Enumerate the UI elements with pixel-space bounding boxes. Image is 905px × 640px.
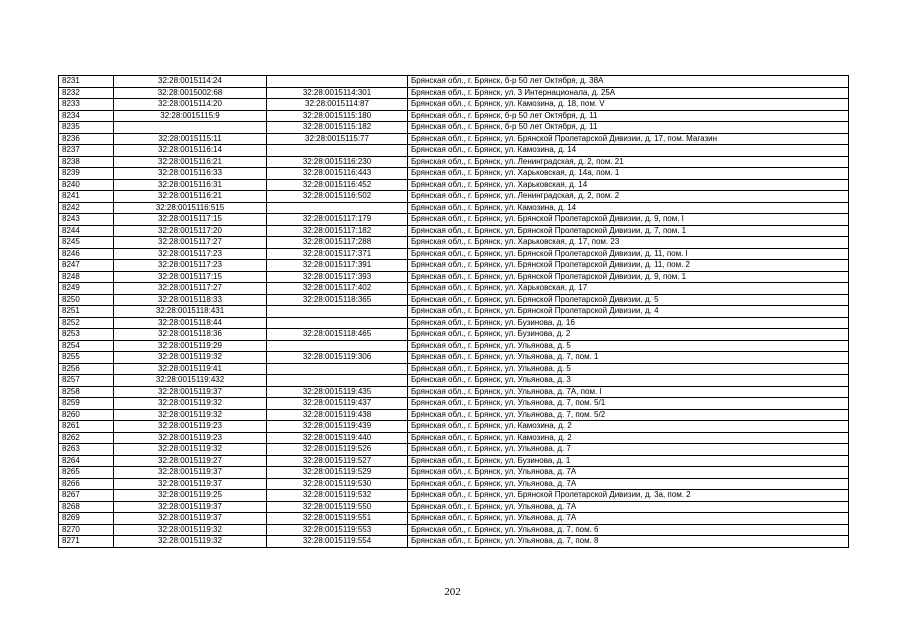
object-number-cell [267, 363, 408, 375]
table-row [59, 191, 849, 203]
table-row [59, 202, 849, 214]
row-number-cell: 8231 [59, 76, 114, 88]
address-cell: Брянская обл., г. Брянск, ул. Ульянова, д. 5 [408, 363, 849, 375]
land-parcel-number-cell: 32:28:0015119:37 [114, 386, 267, 398]
object-number-cell: 32:28:0015118:365 [267, 294, 408, 306]
land-parcel-number-cell: 32:28:0015119:41 [114, 363, 267, 375]
land-parcel-number-cell: 32:28:0015114:24 [114, 76, 267, 88]
address-cell: Брянская обл., г. Брянск, б-р 50 лет Октября, д. 11 [408, 122, 849, 134]
land-parcel-number-cell: 32:28:0015119:432 [114, 375, 267, 387]
table-row [59, 99, 849, 111]
land-parcel-number-cell: 32:28:0015118:431 [114, 306, 267, 318]
table-row [59, 478, 849, 490]
land-parcel-number-cell: 32:28:0015118:33 [114, 294, 267, 306]
row-number-cell: 8246 [59, 248, 114, 260]
table-row [59, 536, 849, 548]
address-cell: Брянская обл., г. Брянск, ул. Камозина, д. 14 [408, 145, 849, 157]
object-number-cell [267, 375, 408, 387]
land-parcel-number-cell: 32:28:0015119:29 [114, 340, 267, 352]
land-parcel-number-cell: 32:28:0015116:515 [114, 202, 267, 214]
land-parcel-number-cell: 32:28:0015114:20 [114, 99, 267, 111]
object-number-cell: 32:28:0015119:439 [267, 421, 408, 433]
row-number-cell: 8249 [59, 283, 114, 295]
address-cell: Брянская обл., г. Брянск, ул. Ленинградская, д. 2, пом. 2 [408, 191, 849, 203]
row-number-cell: 8243 [59, 214, 114, 226]
table-row [59, 317, 849, 329]
object-number-cell: 32:28:0015119:530 [267, 478, 408, 490]
address-cell: Брянская обл., г. Брянск, ул. Брянской Пролетарской Дивизии, д. 11, пом. 2 [408, 260, 849, 272]
address-cell: Брянская обл., г. Брянск, ул. Брянской Пролетарской Дивизии, д. 7, пом. 1 [408, 225, 849, 237]
cadastral-register-table [58, 75, 849, 548]
address-cell: Брянская обл., г. Брянск, ул. Ульянова, д. 7А [408, 478, 849, 490]
land-parcel-number-cell: 32:28:0015115:9 [114, 110, 267, 122]
table-row [59, 122, 849, 134]
land-parcel-number-cell: 32:28:0015117:15 [114, 271, 267, 283]
row-number-cell: 8255 [59, 352, 114, 364]
address-cell: Брянская обл., г. Брянск, ул. Ульянова, д. 7, пом. 6 [408, 524, 849, 536]
row-number-cell: 8245 [59, 237, 114, 249]
row-number-cell: 8233 [59, 99, 114, 111]
land-parcel-number-cell: 32:28:0015116:33 [114, 168, 267, 180]
register-table-body [59, 76, 849, 548]
table-row [59, 306, 849, 318]
table-row [59, 409, 849, 421]
address-cell: Брянская обл., г. Брянск, б-р 50 лет Октября, д. 38А [408, 76, 849, 88]
row-number-cell: 8238 [59, 156, 114, 168]
land-parcel-number-cell: 32:28:0015119:23 [114, 432, 267, 444]
address-cell: Брянская обл., г. Брянск, ул. Бузинова, д. 16 [408, 317, 849, 329]
table-row [59, 248, 849, 260]
land-parcel-number-cell: 32:28:0015118:44 [114, 317, 267, 329]
row-number-cell: 8234 [59, 110, 114, 122]
table-row [59, 501, 849, 513]
row-number-cell: 8252 [59, 317, 114, 329]
object-number-cell: 32:28:0015119:553 [267, 524, 408, 536]
row-number-cell: 8267 [59, 490, 114, 502]
table-row [59, 271, 849, 283]
table-row [59, 363, 849, 375]
object-number-cell: 32:28:0015117:179 [267, 214, 408, 226]
table-row [59, 398, 849, 410]
address-cell: Брянская обл., г. Брянск, ул. Брянской Пролетарской Дивизии, д. 9, пом. 1 [408, 271, 849, 283]
object-number-cell [267, 306, 408, 318]
address-cell: Брянская обл., г. Брянск, ул. Ульянова, д. 7А, пом. I [408, 386, 849, 398]
address-cell: Брянская обл., г. Брянск, ул. Бузинова, д. 2 [408, 329, 849, 341]
table-row [59, 467, 849, 479]
address-cell: Брянская обл., г. Брянск, ул. Брянской Пролетарской Дивизии, д. 4 [408, 306, 849, 318]
table-row [59, 386, 849, 398]
address-cell: Брянская обл., г. Брянск, ул. Харьковская, д. 14а, пом. 1 [408, 168, 849, 180]
row-number-cell: 8250 [59, 294, 114, 306]
address-cell: Брянская обл., г. Брянск, ул. Ульянова, д. 7А [408, 501, 849, 513]
land-parcel-number-cell: 32:28:0015117:27 [114, 283, 267, 295]
address-cell: Брянская обл., г. Брянск, ул. Харьковская, д. 14 [408, 179, 849, 191]
land-parcel-number-cell: 32:28:0015119:32 [114, 536, 267, 548]
row-number-cell: 8253 [59, 329, 114, 341]
object-number-cell [267, 76, 408, 88]
row-number-cell: 8258 [59, 386, 114, 398]
address-cell: Брянская обл., г. Брянск, ул. Бузинова, д. 1 [408, 455, 849, 467]
row-number-cell: 8242 [59, 202, 114, 214]
table-row [59, 352, 849, 364]
table-row [59, 490, 849, 502]
row-number-cell: 8244 [59, 225, 114, 237]
table-row [59, 340, 849, 352]
object-number-cell [267, 145, 408, 157]
object-number-cell: 32:28:0015116:230 [267, 156, 408, 168]
object-number-cell: 32:28:0015119:306 [267, 352, 408, 364]
address-cell: Брянская обл., г. Брянск, ул. Ульянова, д. 3 [408, 375, 849, 387]
address-cell: Брянская обл., г. Брянск, ул. Ульянова, д. 7 [408, 444, 849, 456]
object-number-cell: 32:28:0015115:180 [267, 110, 408, 122]
address-cell: Брянская обл., г. Брянск, ул. Ульянова, д. 7, пом. 1 [408, 352, 849, 364]
address-cell: Брянская обл., г. Брянск, ул. Брянской Пролетарской Дивизии, д. 17, пом. Магазин [408, 133, 849, 145]
address-cell: Брянская обл., г. Брянск, ул. Камозина, д. 2 [408, 432, 849, 444]
object-number-cell: 32:28:0015117:402 [267, 283, 408, 295]
row-number-cell: 8241 [59, 191, 114, 203]
land-parcel-number-cell: 32:28:0015119:32 [114, 524, 267, 536]
land-parcel-number-cell: 32:28:0015119:23 [114, 421, 267, 433]
row-number-cell: 8263 [59, 444, 114, 456]
row-number-cell: 8268 [59, 501, 114, 513]
address-cell: Брянская обл., г. Брянск, ул. Ульянова, д. 7, пом. 8 [408, 536, 849, 548]
object-number-cell: 32:28:0015119:532 [267, 490, 408, 502]
address-cell: Брянская обл., г. Брянск, ул. Ленинградская, д. 2, пом. 21 [408, 156, 849, 168]
table-row [59, 87, 849, 99]
land-parcel-number-cell: 32:28:0015119:27 [114, 455, 267, 467]
object-number-cell: 32:28:0015114:301 [267, 87, 408, 99]
table-row [59, 76, 849, 88]
object-number-cell: 32:28:0015117:393 [267, 271, 408, 283]
land-parcel-number-cell: 32:28:0015119:32 [114, 398, 267, 410]
land-parcel-number-cell: 32:28:0015118:36 [114, 329, 267, 341]
object-number-cell: 32:28:0015116:443 [267, 168, 408, 180]
land-parcel-number-cell: 32:28:0015119:32 [114, 352, 267, 364]
object-number-cell: 32:28:0015117:371 [267, 248, 408, 260]
row-number-cell: 8235 [59, 122, 114, 134]
object-number-cell: 32:28:0015119:550 [267, 501, 408, 513]
page-number: 202 [444, 586, 461, 598]
row-number-cell: 8236 [59, 133, 114, 145]
table-row [59, 444, 849, 456]
table-row [59, 294, 849, 306]
land-parcel-number-cell: 32:28:0015119:32 [114, 444, 267, 456]
object-number-cell [267, 317, 408, 329]
address-cell: Брянская обл., г. Брянск, ул. Камозина, д. 18, пом. V [408, 99, 849, 111]
table-row [59, 225, 849, 237]
table-row [59, 214, 849, 226]
land-parcel-number-cell: 32:28:0015119:37 [114, 467, 267, 479]
table-row [59, 156, 849, 168]
object-number-cell [267, 340, 408, 352]
land-parcel-number-cell: 32:28:0015117:15 [114, 214, 267, 226]
table-row [59, 455, 849, 467]
address-cell: Брянская обл., г. Брянск, ул. Камозина, д. 14 [408, 202, 849, 214]
object-number-cell: 32:28:0015119:438 [267, 409, 408, 421]
address-cell: Брянская обл., г. Брянск, ул. Брянской Пролетарской Дивизии, д. 3а, пом. 2 [408, 490, 849, 502]
address-cell: Брянская обл., г. Брянск, ул. Ульянова, д. 7, пом. 5/2 [408, 409, 849, 421]
row-number-cell: 8247 [59, 260, 114, 272]
land-parcel-number-cell [114, 122, 267, 134]
land-parcel-number-cell: 32:28:0015116:31 [114, 179, 267, 191]
land-parcel-number-cell: 32:28:0015117:23 [114, 260, 267, 272]
object-number-cell: 32:28:0015115:77 [267, 133, 408, 145]
table-row [59, 283, 849, 295]
land-parcel-number-cell: 32:28:0015119:25 [114, 490, 267, 502]
row-number-cell: 8240 [59, 179, 114, 191]
address-cell: Брянская обл., г. Брянск, ул. Ульянова, д. 7, пом. 5/1 [408, 398, 849, 410]
table-row [59, 145, 849, 157]
object-number-cell: 32:28:0015119:554 [267, 536, 408, 548]
address-cell: Брянская обл., г. Брянск, б-р 50 лет Октября, д. 11 [408, 110, 849, 122]
table-row [59, 524, 849, 536]
table-row [59, 432, 849, 444]
address-cell: Брянская обл., г. Брянск, ул. Брянской Пролетарской Дивизии, д. 9, пом. I [408, 214, 849, 226]
address-cell: Брянская обл., г. Брянск, ул. Брянской Пролетарской Дивизии, д. 5 [408, 294, 849, 306]
object-number-cell: 32:28:0015117:391 [267, 260, 408, 272]
table-row [59, 168, 849, 180]
row-number-cell: 8265 [59, 467, 114, 479]
address-cell: Брянская обл., г. Брянск, ул. Ульянова, д. 5 [408, 340, 849, 352]
object-number-cell: 32:28:0015119:527 [267, 455, 408, 467]
object-number-cell: 32:28:0015119:437 [267, 398, 408, 410]
row-number-cell: 8271 [59, 536, 114, 548]
row-number-cell: 8254 [59, 340, 114, 352]
object-number-cell: 32:28:0015119:435 [267, 386, 408, 398]
row-number-cell: 8261 [59, 421, 114, 433]
land-parcel-number-cell: 32:28:0015119:37 [114, 501, 267, 513]
object-number-cell [267, 202, 408, 214]
row-number-cell: 8239 [59, 168, 114, 180]
object-number-cell: 32:28:0015119:529 [267, 467, 408, 479]
address-cell: Брянская обл., г. Брянск, ул. Ульянова, д. 7А [408, 467, 849, 479]
row-number-cell: 8248 [59, 271, 114, 283]
row-number-cell: 8262 [59, 432, 114, 444]
land-parcel-number-cell: 32:28:0015117:23 [114, 248, 267, 260]
row-number-cell: 8257 [59, 375, 114, 387]
row-number-cell: 8259 [59, 398, 114, 410]
row-number-cell: 8237 [59, 145, 114, 157]
address-cell: Брянская обл., г. Брянск, ул. Харьковская, д. 17 [408, 283, 849, 295]
row-number-cell: 8270 [59, 524, 114, 536]
table-row [59, 375, 849, 387]
address-cell: Брянская обл., г. Брянск, ул. Харьковская, д. 17, пом. 23 [408, 237, 849, 249]
object-number-cell: 32:28:0015115:182 [267, 122, 408, 134]
object-number-cell: 32:28:0015119:440 [267, 432, 408, 444]
land-parcel-number-cell: 32:28:0015119:37 [114, 478, 267, 490]
table-row [59, 179, 849, 191]
table-row [59, 133, 849, 145]
address-cell: Брянская обл., г. Брянск, ул. Ульянова, д. 7А [408, 513, 849, 525]
land-parcel-number-cell: 32:28:0015116:21 [114, 156, 267, 168]
address-cell: Брянская обл., г. Брянск, ул. Брянской Пролетарской Дивизии, д. 11, пом. I [408, 248, 849, 260]
table-row [59, 329, 849, 341]
row-number-cell: 8256 [59, 363, 114, 375]
object-number-cell: 32:28:0015119:526 [267, 444, 408, 456]
table-row [59, 421, 849, 433]
land-parcel-number-cell: 32:28:0015117:27 [114, 237, 267, 249]
land-parcel-number-cell: 32:28:0015119:37 [114, 513, 267, 525]
table-row [59, 110, 849, 122]
object-number-cell: 32:28:0015117:182 [267, 225, 408, 237]
object-number-cell: 32:28:0015118:465 [267, 329, 408, 341]
land-parcel-number-cell: 32:28:0015115:11 [114, 133, 267, 145]
land-parcel-number-cell: 32:28:0015117:20 [114, 225, 267, 237]
row-number-cell: 8260 [59, 409, 114, 421]
land-parcel-number-cell: 32:28:0015116:21 [114, 191, 267, 203]
object-number-cell: 32:28:0015116:502 [267, 191, 408, 203]
table-row [59, 237, 849, 249]
land-parcel-number-cell: 32:28:0015119:32 [114, 409, 267, 421]
object-number-cell: 32:28:0015116:452 [267, 179, 408, 191]
address-cell: Брянская обл., г. Брянск, ул. Камозина, д. 2 [408, 421, 849, 433]
table-row [59, 260, 849, 272]
row-number-cell: 8232 [59, 87, 114, 99]
row-number-cell: 8269 [59, 513, 114, 525]
object-number-cell: 32:28:0015117:288 [267, 237, 408, 249]
row-number-cell: 8264 [59, 455, 114, 467]
object-number-cell: 32:28:0015114:87 [267, 99, 408, 111]
row-number-cell: 8251 [59, 306, 114, 318]
object-number-cell: 32:28:0015119:551 [267, 513, 408, 525]
table-row [59, 513, 849, 525]
address-cell: Брянская обл., г. Брянск, ул. 3 Интернационала, д. 25А [408, 87, 849, 99]
land-parcel-number-cell: 32:28:0015002:68 [114, 87, 267, 99]
land-parcel-number-cell: 32:28:0015116:14 [114, 145, 267, 157]
row-number-cell: 8266 [59, 478, 114, 490]
